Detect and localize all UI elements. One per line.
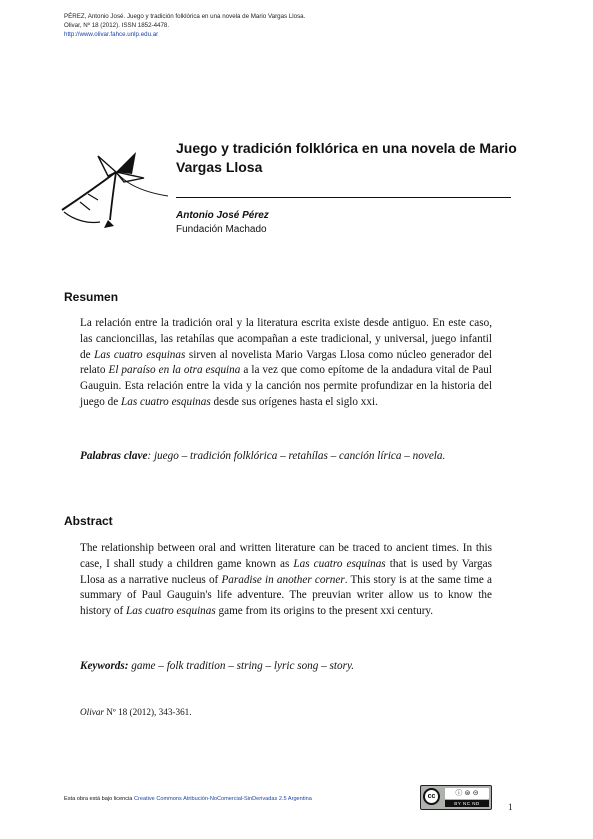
resumen-heading: Resumen xyxy=(64,290,119,304)
header-url-link[interactable]: http://www.olivar.fahce.unlp.edu.ar xyxy=(64,31,159,38)
license-footer: Esta obra está bajo licencia Creative Commons Atribución-NoComercial-SinDerivadas 2.5 Argentina xyxy=(64,796,312,802)
resumen-keywords: Palabras clave: juego – tradición folklórica – retahílas – canción lírica – novela. xyxy=(80,450,446,462)
journal-citation: Olivar Nº 18 (2012), 343-361. xyxy=(80,707,192,717)
resumen-paragraph: La relación entre la tradición oral y la literatura escrita existe desde antiguo. En este caso, las cancioncillas, las retahílas que acompañan a este tradicional, y universal, juego infantil de Las cuatro esquinas sirven al novelista Mario Vargas Llosa como núcleo generador del relato El paraíso en la otra esquina a la vez que como epítome de la andadura vital de Paul Gauguin. Esta relación entre la vida y la canción nos permite profundizar en la historia del juego de Las cuatro esquinas desde sus orígenes hasta el siglo xxi. xyxy=(80,317,493,408)
page-number: 1 xyxy=(508,802,513,812)
header-citation: PÉREZ, Antonio José. Juego y tradición folklórica en una novela de Mario Vargas Llosa. xyxy=(64,13,306,20)
title-divider xyxy=(176,197,511,198)
abstract-keywords: Keywords: game – folk tradition – string – lyric song – story. xyxy=(80,660,355,672)
author-affiliation: Fundación Machado xyxy=(176,224,267,235)
creative-commons-badge-icon[interactable] xyxy=(420,785,492,810)
author-name: Antonio José Pérez xyxy=(176,210,269,221)
license-terms-icons: ⓘ ⊜ ⊝ xyxy=(445,788,489,799)
abstract-heading: Abstract xyxy=(64,514,113,528)
journal-logo-icon xyxy=(58,150,178,230)
license-terms-strip: BY NC ND xyxy=(445,800,489,807)
header-issue: Olivar, Nº 18 (2012). ISSN 1852-4478. xyxy=(64,22,170,29)
article-title: Juego y tradición folklórica en una novela de Mario Vargas Llosa xyxy=(176,140,517,175)
cc-logo-icon: cc xyxy=(423,788,440,805)
abstract-paragraph: The relationship between oral and written literature can be traced to ancient times. In this case, I shall study a children game known as Las cuatro esquinas that is used by Vargas Llosa as a narrative nucleus of Paradise in another corner. This story is at the same time a summary of Paul Gauguin's life adventure. The preuvian writer allow us to know the history of Las cuatro esquinas game from its origins to the present xxi century. xyxy=(80,542,492,618)
license-link[interactable]: Creative Commons Atribución-NoComercial-SinDerivadas 2.5 Argentina xyxy=(133,796,312,802)
